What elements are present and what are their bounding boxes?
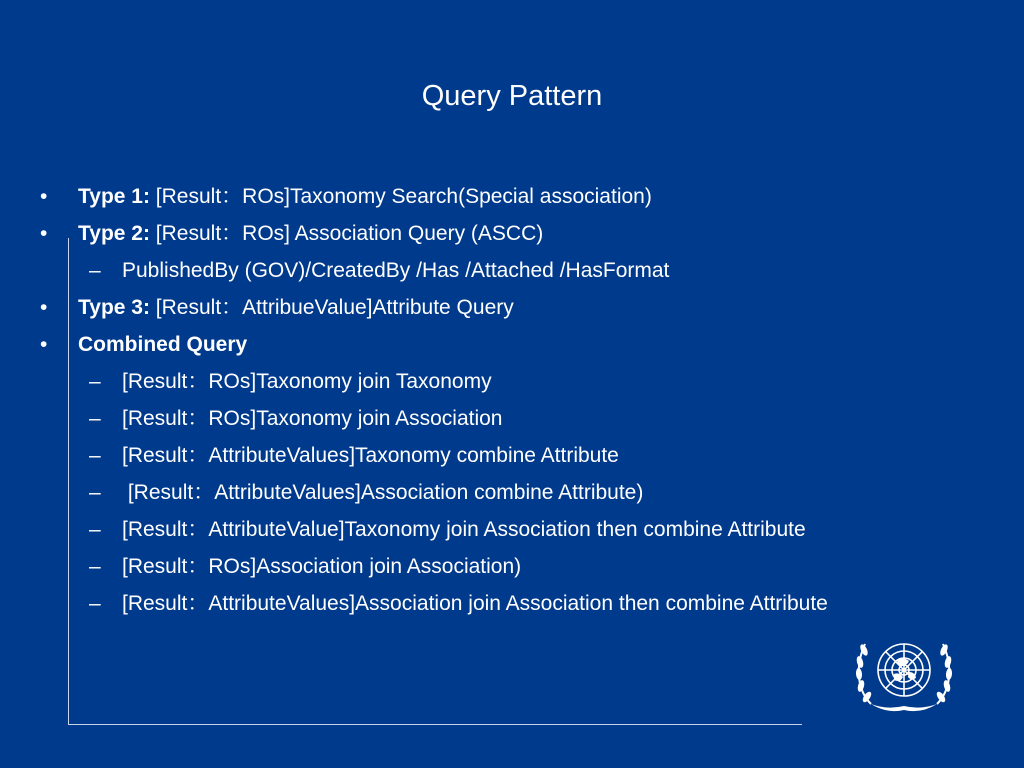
bullet-text bbox=[122, 405, 503, 433]
dash-marker: – bbox=[89, 555, 101, 578]
bullet-label: Type 1: bbox=[78, 185, 150, 208]
bullet-body: PublishedBy (GOV)/CreatedBy /Has /Attached /HasFormat bbox=[122, 259, 670, 282]
bullet-body: [Result：AttributeValues]Association combine Attribute) bbox=[122, 481, 644, 504]
bullet-text bbox=[78, 294, 514, 322]
bullet-body: [Result：AttributeValues]Taxonomy combine Attribute bbox=[122, 444, 619, 467]
bullet-body: [Result：ROs] Association Query (ASCC) bbox=[149, 222, 544, 245]
bullet-text bbox=[78, 183, 652, 211]
bullet-body: [Result：ROs]Taxonomy Search(Special association) bbox=[149, 185, 652, 208]
bullet-text bbox=[122, 442, 619, 470]
dash-marker: – bbox=[89, 518, 101, 541]
bullet-label: Combined Query bbox=[78, 333, 248, 356]
bullet-text bbox=[122, 368, 492, 396]
dash-marker: – bbox=[89, 407, 101, 430]
bullet-text bbox=[78, 220, 543, 248]
frame-horizontal-line bbox=[68, 724, 802, 725]
bullet-marker: • bbox=[40, 296, 48, 319]
bullet-marker: • bbox=[40, 333, 48, 356]
bullet-label: Type 3: bbox=[78, 296, 150, 319]
bullet-body: [Result：ROs]Association join Association) bbox=[122, 555, 522, 578]
un-emblem-icon bbox=[849, 630, 959, 714]
bullet-body: [Result：AttributeValue]Taxonomy join Association then combine Attribute bbox=[122, 518, 806, 541]
dash-marker: – bbox=[89, 592, 101, 615]
bullet-text bbox=[122, 257, 669, 285]
slide-title: Query Pattern bbox=[421, 80, 603, 112]
dash-marker: – bbox=[89, 370, 101, 393]
bullet-body: [Result：AttribueValue]Attribute Query bbox=[149, 296, 514, 319]
bullet-text bbox=[122, 479, 643, 507]
bullet-body: [Result：ROs]Taxonomy join Association bbox=[122, 407, 503, 430]
bullet-text bbox=[122, 553, 521, 581]
bullet-marker: • bbox=[40, 185, 48, 208]
dash-marker: – bbox=[89, 481, 101, 504]
frame-vertical-line bbox=[68, 238, 69, 724]
bullet-text bbox=[122, 590, 828, 618]
bullet-text bbox=[122, 516, 806, 544]
bullet-text bbox=[78, 331, 247, 359]
dash-marker: – bbox=[89, 259, 101, 282]
dash-marker: – bbox=[89, 444, 101, 467]
bullet-marker: • bbox=[40, 222, 48, 245]
bullet-body: [Result：AttributeValues]Association join Association then combine Attribute bbox=[122, 592, 828, 615]
bullet-body: [Result：ROs]Taxonomy join Taxonomy bbox=[122, 370, 492, 393]
bullet-label: Type 2: bbox=[78, 222, 150, 245]
